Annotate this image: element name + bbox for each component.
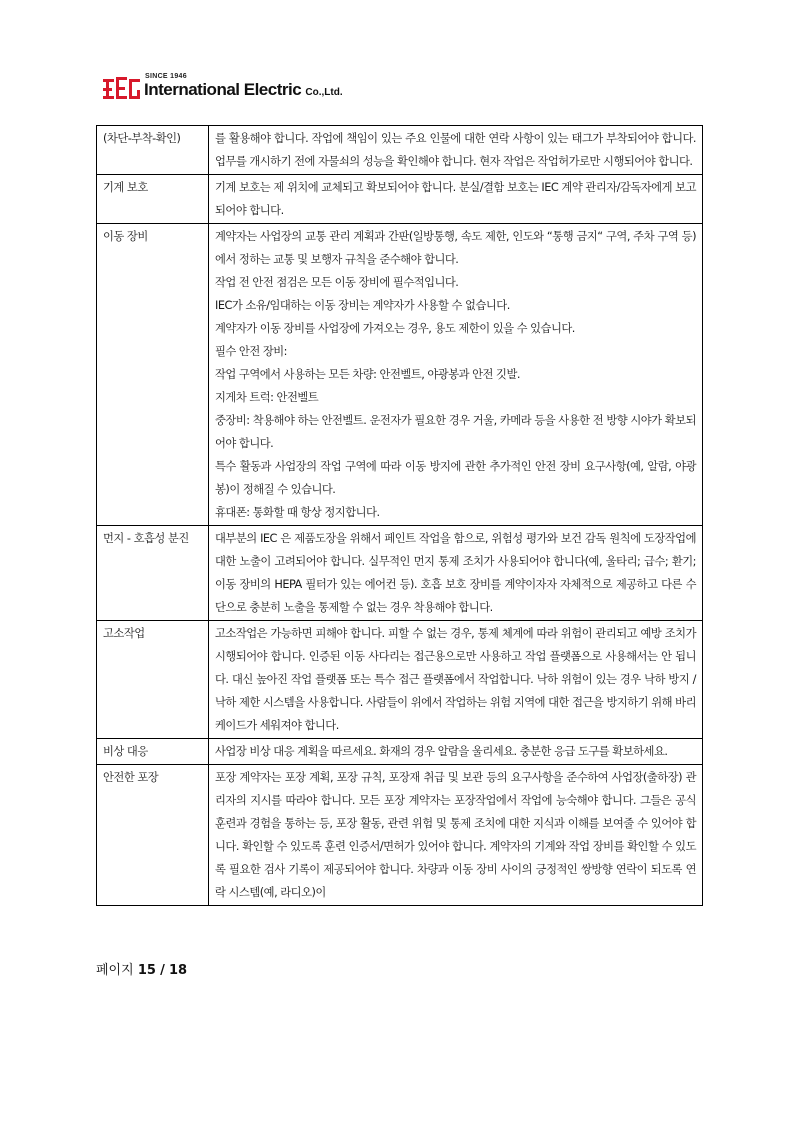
row-paragraph: 계약자는 사업장의 교통 관리 계획과 간판(일방통행, 속도 제한, 인도와 “통행 금지“ 구역, 주차 구역 등)에서 정하는 교통 및 보행자 규칙을 준수해야 합니다. (215, 230, 696, 266)
brand-main: International Electric (144, 80, 302, 99)
row-content (209, 126, 703, 175)
row-content (209, 224, 703, 526)
row-label: 고소작업 (97, 621, 209, 739)
company-header (103, 72, 403, 106)
safety-rules-table (96, 125, 703, 906)
row-label: 비상 대응 (97, 739, 209, 765)
page-footer (96, 959, 187, 978)
company-logo-icon (103, 76, 141, 102)
page-label: 페이지 (96, 963, 134, 978)
row-label: 먼지 - 호흡성 분진 (97, 526, 209, 621)
row-paragraph: 고소작업은 가능하면 피해야 합니다. 피할 수 없는 경우, 통제 체계에 따라 위험이 관리되고 예방 조치가 시행되어야 합니다. 인증된 이동 사다리는 접근용으로만 사용하고 작업 플랫폼으로 사용해서는 안 됩니다. 대신 높아진 작업 플랫폼 또는 특수 접근 플랫폼에서 작업합니다. 낙하 위험이 있는 경우 낙하 방지 / 낙하 제한 시스템을 사용합니다. 사람들이 위에서 작업하는 위험 지역에 대한 접근을 방지하기 위해 바리케이드가 세워져야 합니다. (215, 627, 696, 732)
row-paragraph: 특수 활동과 사업장의 작업 구역에 따라 이동 방지에 관한 추가적인 안전 장비 요구사항(예, 알람, 야광봉)이 정해질 수 있습니다. (215, 460, 696, 496)
row-paragraph: 휴대폰: 통화할 때 항상 정지합니다. (215, 506, 380, 519)
table-row (97, 765, 703, 906)
table-row (97, 224, 703, 526)
table-row (97, 621, 703, 739)
row-label: 안전한 포장 (97, 765, 209, 906)
row-content (209, 739, 703, 765)
row-content (209, 526, 703, 621)
row-label: 이동 장비 (97, 224, 209, 526)
row-paragraph: 대부분의 IEC 은 제품도장을 위해서 페인트 작업을 함으로, 위험성 평가와 보건 감독 원칙에 도장작업에 대한 노출이 고려되어야 합니다. 실무적인 먼지 통제 조치가 사용되어야 합니다(예, 울타리; 급수; 환기; 이동 장비의 HEPA 필터가 있는 에어컨 등). 호흡 보호 장비를 계약이자자 자체적으로 제공하고 다른 수단으로 충분히 노출을 통제할 수 없는 경우 착용해야 합니다. (215, 532, 696, 614)
row-paragraph: 를 활용해야 합니다. 작업에 책임이 있는 주요 인물에 대한 연락 사항이 있는 태그가 부착되어야 합니다. 업무를 개시하기 전에 자물쇠의 성능을 확인해야 합니다. 현자 작업은 작업허가로만 시행되어야 합니다. (215, 132, 696, 168)
row-paragraph: 기계 보호는 제 위치에 교체되고 확보되어야 합니다. 분실/결함 보호는 IEC 계약 관리자/감독자에게 보고되어야 합니다. (215, 181, 696, 217)
row-paragraph: 중장비: 착용해야 하는 안전벨트. 운전자가 필요한 경우 거울, 카메라 등을 사용한 전 방향 시야가 확보되어야 합니다. (215, 414, 696, 450)
row-label: (차단-부착-확인) (97, 126, 209, 175)
row-paragraph: 지게차 트럭: 안전벨트 (215, 391, 319, 404)
row-paragraph: 계약자가 이동 장비를 사업장에 가져오는 경우, 용도 제한이 있을 수 있습니다. (215, 322, 575, 335)
page-current: 15 (137, 963, 156, 978)
row-content (209, 765, 703, 906)
page-separator: / (160, 963, 165, 978)
row-paragraph: 작업 전 안전 점검은 모든 이동 장비에 필수적입니다. (215, 276, 459, 289)
table-row (97, 126, 703, 175)
brand-suffix: Co.,Ltd. (305, 87, 343, 98)
row-paragraph: 포장 계약자는 포장 계획, 포장 규칙, 포장재 취급 및 보관 등의 요구사항을 준수하여 사업장(출하장) 관리자의 지시를 따라야 합니다. 모든 포장 계약자는 포장작업에서 작업에 능숙해야 합니다. 그들은 공식 훈련과 경험을 통하는 등, 포장 활동, 관련 위험 및 통제 조치에 대한 지식과 이해를 보여줄 수 있어야 합니다. 확인할 수 있도록 훈련 인증서/면허가 있어야 합니다. 계약자의 기계와 작업 장비를 확인할 수 있도록 필요한 검사 기록이 제공되어야 합니다. 차량과 이동 장비 사이의 긍정적인 쌍방향 연락이 되도록 연락 시스템(예, 라디오)이 (215, 771, 696, 899)
since-text: SINCE 1946 (145, 73, 187, 80)
row-paragraph: IEC가 소유/임대하는 이동 장비는 계약자가 사용할 수 없습니다. (215, 299, 510, 312)
row-content (209, 175, 703, 224)
table-row (97, 175, 703, 224)
row-label: 기계 보호 (97, 175, 209, 224)
row-paragraph: 사업장 비상 대응 계획을 따르세요. 화재의 경우 알람을 울리세요. 충분한 응급 도구를 확보하세요. (215, 745, 668, 758)
table-body (97, 126, 703, 906)
row-paragraph: 작업 구역에서 사용하는 모든 차량: 안전벨트, 야광봉과 안전 깃발. (215, 368, 520, 381)
page-total: 18 (168, 963, 188, 978)
table-row (97, 526, 703, 621)
table-row (97, 739, 703, 765)
row-paragraph: 필수 안전 장비: (215, 345, 287, 358)
brand-name (144, 80, 343, 100)
row-content (209, 621, 703, 739)
